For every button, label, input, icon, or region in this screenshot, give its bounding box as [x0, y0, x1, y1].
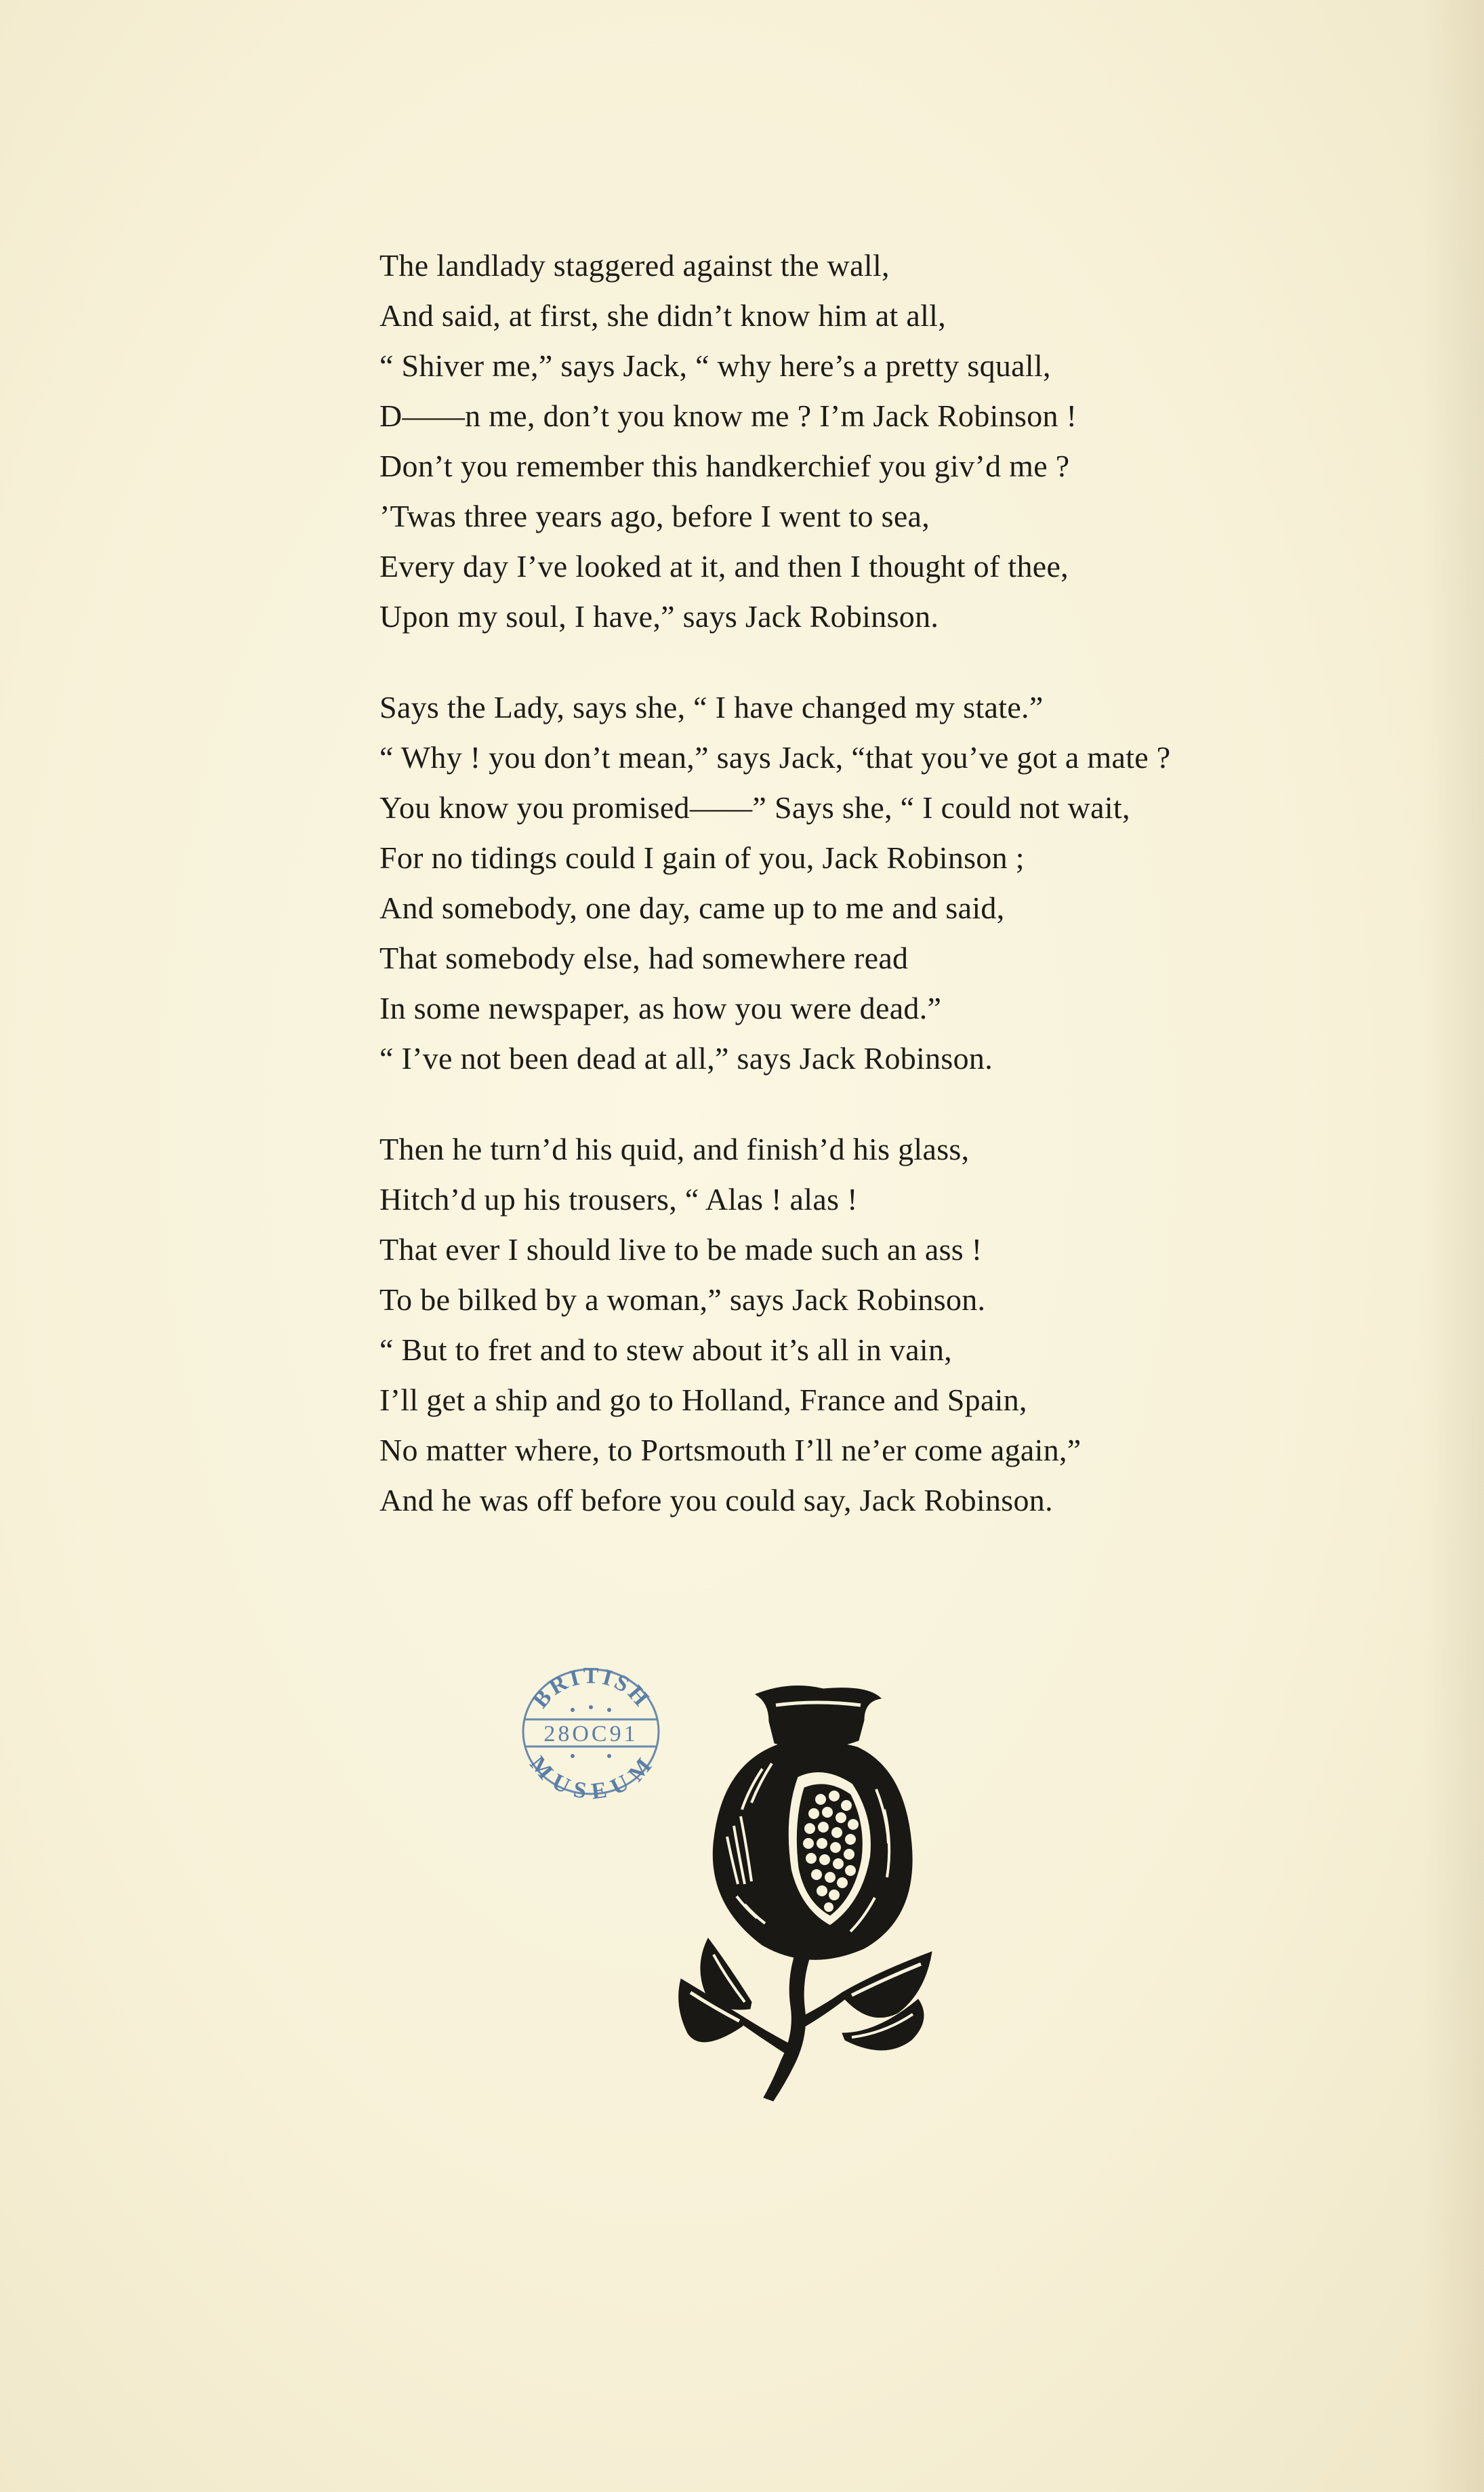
poem-line: “ Shiver me,” says Jack, “ why here’s a pretty squall,	[379, 348, 1051, 383]
page-edge-shadow	[1423, 0, 1484, 2492]
poem-line: And said, at first, she didn’t know him at all,	[379, 298, 947, 333]
poem-text	[379, 241, 1396, 1526]
library-stamp	[518, 1664, 664, 1799]
poem-line: “ But to fret and to stew about it’s all in vain,	[379, 1332, 953, 1367]
stamp-date-text: 28OC91	[543, 1721, 638, 1747]
poem-line: You know you promised——” Says she, “ I could not wait,	[379, 790, 1130, 825]
poem-line: Says the Lady, says she, “ I have changed my state.”	[379, 690, 1044, 724]
poem-line: Every day I’ve looked at it, and then I thought of thee,	[379, 549, 1069, 584]
stamp-top-text: BRITISH	[527, 1664, 655, 1713]
poem-line: “ Why ! you don’t mean,” says Jack, “that you’ve got a mate ?	[379, 740, 1171, 775]
poem-line: And somebody, one day, came up to me and said,	[379, 891, 1005, 925]
poem-line: For no tidings could I gain of you, Jack Robinson ;	[379, 840, 1025, 875]
poem-line: ’Twas three years ago, before I went to sea,	[379, 499, 930, 533]
stamp-bottom-text: MUSEUM	[524, 1751, 659, 1799]
poem-line: The landlady staggered against the wall,	[379, 248, 890, 283]
poem-line: D——n me, don’t you know me ? I’m Jack Robinson !	[379, 399, 1077, 433]
poem-line: In some newspaper, as how you were dead.”	[379, 991, 942, 1025]
pomegranate-woodcut-icon	[661, 1681, 952, 2118]
poem-line: To be bilked by a woman,” says Jack Robinson.	[379, 1282, 986, 1317]
poem-line: Don’t you remember this handkerchief you giv’d me ?	[379, 449, 1070, 483]
poem-line: No matter where, to Portsmouth I’ll ne’er come again,”	[379, 1433, 1081, 1467]
poem-line: Then he turn’d his quid, and finish’d his glass,	[379, 1132, 970, 1166]
stanza-2	[379, 682, 1396, 1084]
poem-line: I’ll get a ship and go to Holland, France and Spain,	[379, 1383, 1027, 1417]
stanza-1	[379, 241, 1396, 642]
stanza-3	[379, 1124, 1396, 1526]
stanza-break	[379, 1084, 1396, 1124]
poem-line: And he was off before you could say, Jack Robinson.	[379, 1483, 1053, 1517]
poem-line: “ I’ve not been dead at all,” says Jack Robinson.	[379, 1041, 993, 1076]
stanza-break	[379, 642, 1396, 682]
poem-line: Upon my soul, I have,” says Jack Robinson.	[379, 599, 939, 634]
poem-line: Hitch’d up his trousers, “ Alas ! alas !	[379, 1182, 858, 1217]
poem-line: That ever I should live to be made such an ass !	[379, 1232, 983, 1267]
poem-line: That somebody else, had somewhere read	[379, 941, 909, 975]
